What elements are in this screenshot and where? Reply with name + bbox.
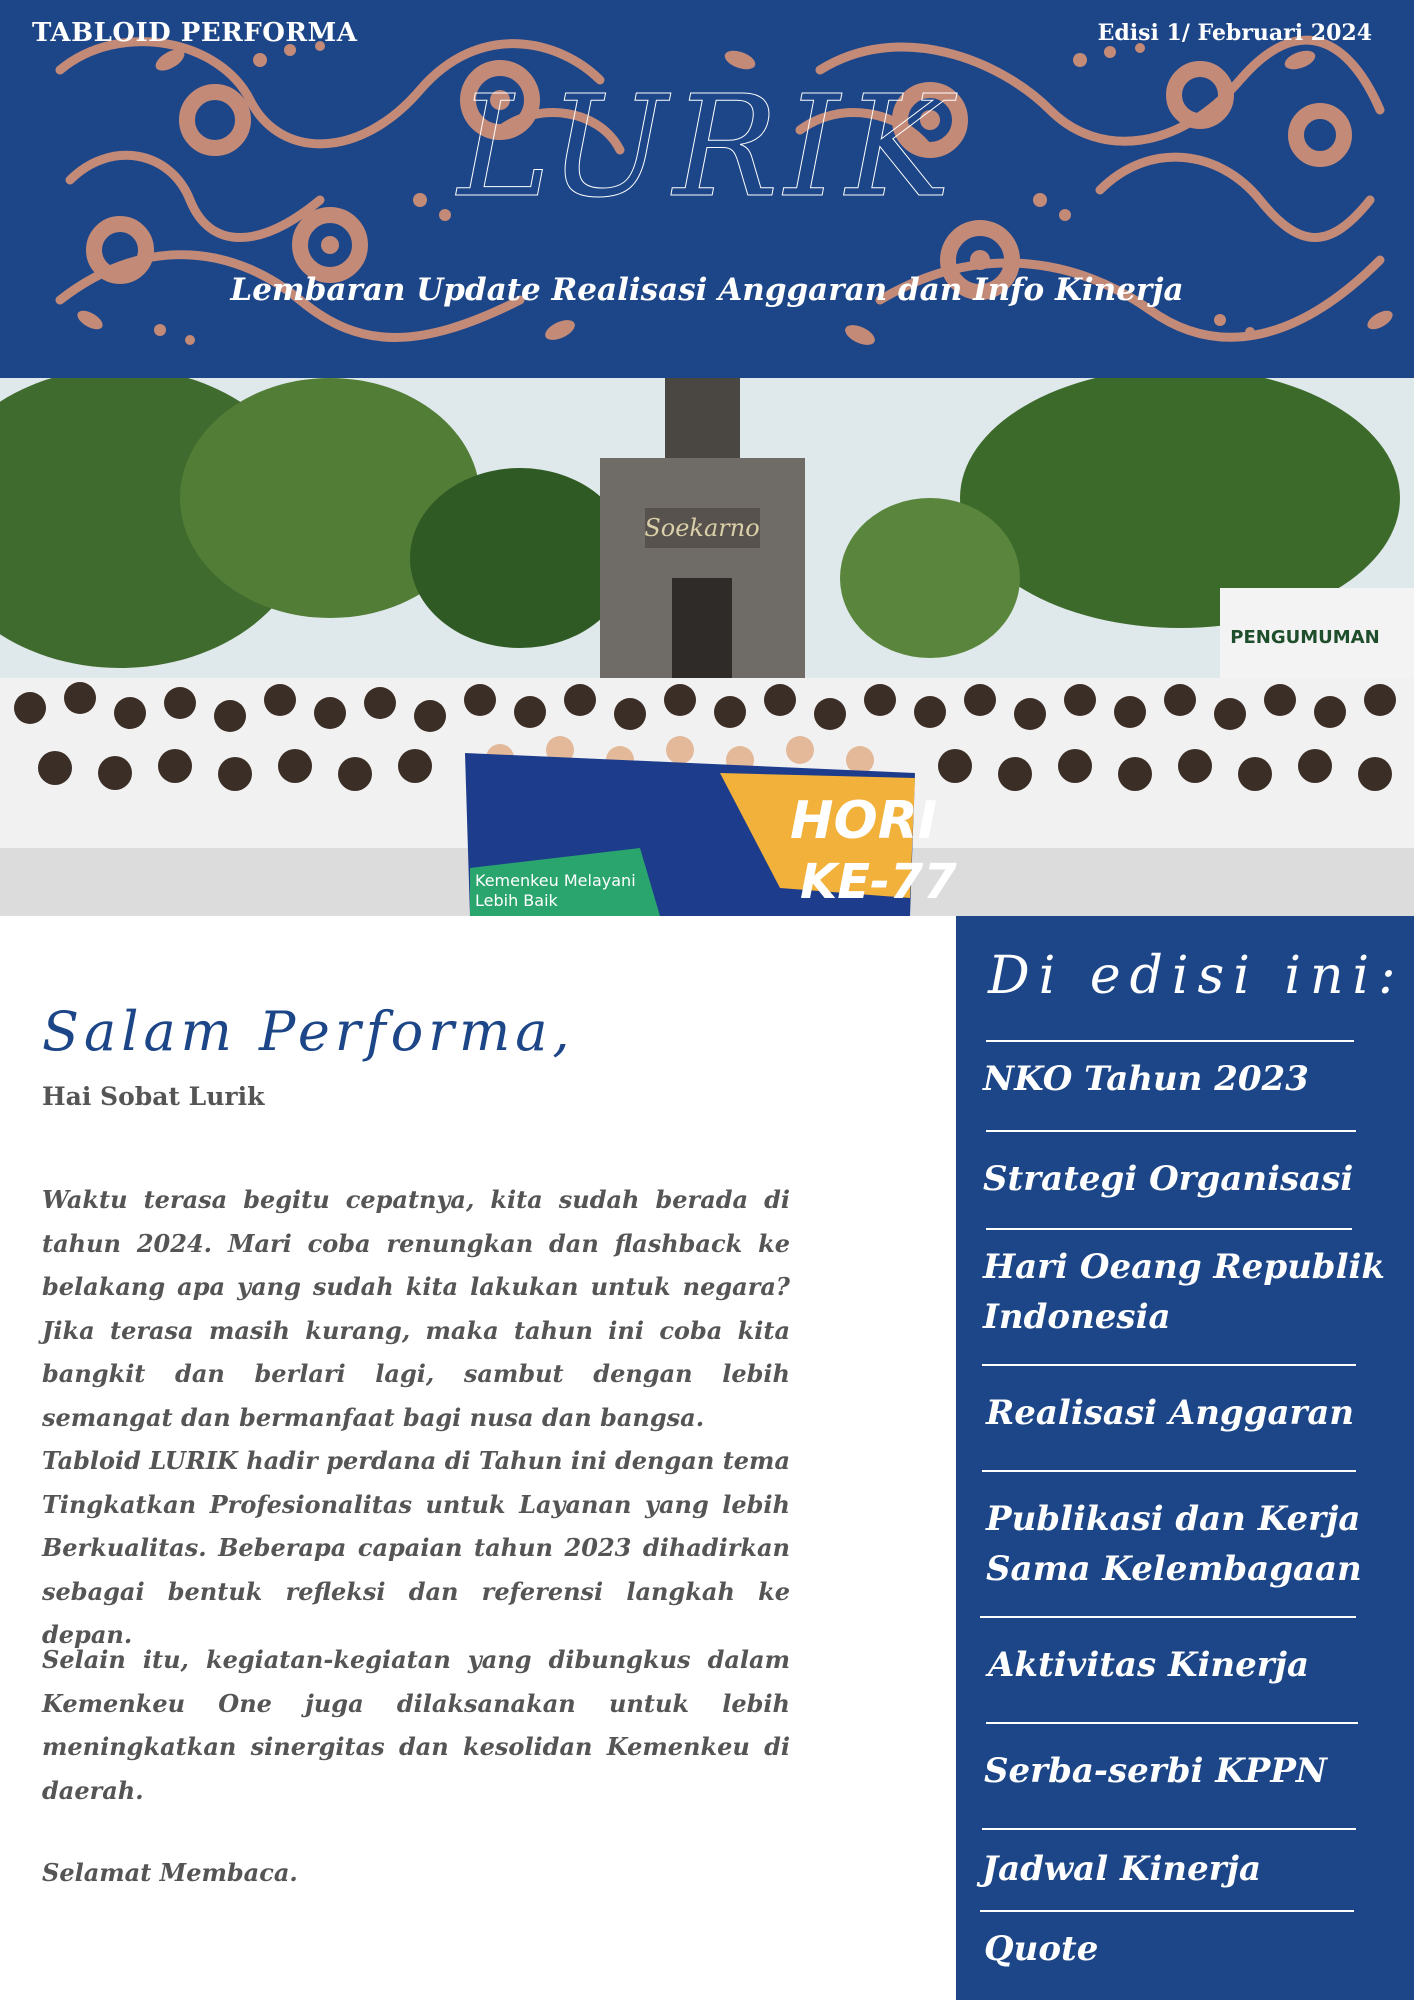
banner-tagline-2: Lebih Baik <box>475 891 558 910</box>
masthead-subtitle: Lembaran Update Realisasi Anggaran dan Info Kinerja <box>230 272 1184 308</box>
masthead-header <box>0 0 1414 378</box>
banner-ke77: KE-77 <box>800 854 957 910</box>
edition-label: Edisi 1/ Februari 2024 <box>1097 20 1372 46</box>
toc-divider <box>986 1040 1354 1042</box>
closing-line: Selamat Membaca. <box>42 1858 298 1887</box>
toc-divider <box>980 1910 1354 1912</box>
banner-tagline-1: Kemenkeu Melayani <box>475 871 636 890</box>
paragraph-2: Tabloid LURIK hadir perdana di Tahun ini dengan tema Tingkatkan Profesionalitas untuk Layanan yang lebih Berkualitas. Beberapa capaian tahun 2023 dihadirkan sebagai bentuk refleksi dan referensi langkah ke depan. <box>42 1446 790 1649</box>
toc-divider <box>980 1616 1356 1618</box>
toc-item-serba-serbi[interactable]: Serba-serbi KPPN <box>984 1751 1327 1791</box>
toc-item-nko[interactable]: NKO Tahun 2023 <box>983 1059 1309 1099</box>
publication-label: TABLOID PERFORMA <box>32 18 358 48</box>
toc-divider <box>982 1470 1356 1472</box>
monument-inscription: Soekarno <box>644 514 760 542</box>
banner-hori: HORI <box>790 791 938 851</box>
toc-title: Di edisi ini: <box>988 946 1405 1006</box>
toc-item-hori[interactable] <box>983 1242 1385 1342</box>
toc-divider <box>986 1130 1356 1132</box>
masthead-title: LURIK <box>457 66 957 229</box>
group-photo <box>0 378 1414 916</box>
sign-text: PENGUMUMAN <box>1230 627 1380 648</box>
toc-item-publikasi[interactable] <box>986 1494 1362 1594</box>
paragraph-1: Waktu terasa begitu cepatnya, kita sudah berada di tahun 2024. Mari coba renungkan dan flashback ke belakang apa yang sudah kita lakukan untuk negara? Jika terasa masih kurang, maka tahun ini coba kita bangkit dan berlari lagi, sambut dengan lebih semangat dan bermanfaat bagi nusa dan bangsa. <box>42 1185 790 1432</box>
toc-item-publikasi-line1: Publikasi dan Kerja <box>986 1499 1361 1539</box>
article-body <box>42 1178 790 1657</box>
toc-item-hori-line1: Hari Oeang Republik <box>983 1247 1385 1287</box>
group-photo-illustration <box>0 378 1414 916</box>
table-of-contents <box>956 916 1414 2000</box>
toc-item-quote[interactable]: Quote <box>984 1929 1099 1969</box>
toc-divider <box>982 1364 1356 1366</box>
toc-item-publikasi-line2: Sama Kelembagaan <box>986 1549 1362 1589</box>
toc-item-aktivitas[interactable]: Aktivitas Kinerja <box>988 1645 1310 1685</box>
paragraph-3: Selain itu, kegiatan-kegiatan yang dibungkus dalam Kemenkeu One juga dilaksanakan untuk lebih meningkatkan sinergitas dan kesolidan Kemenkeu di daerah. <box>42 1645 790 1805</box>
toc-item-strategi[interactable]: Strategi Organisasi <box>983 1159 1354 1199</box>
toc-item-jadwal[interactable]: Jadwal Kinerja <box>982 1849 1262 1889</box>
toc-item-hori-line2: Indonesia <box>983 1297 1171 1337</box>
salutation: Hai Sobat Lurik <box>42 1082 265 1111</box>
toc-divider <box>986 1228 1352 1230</box>
toc-item-realisasi[interactable]: Realisasi Anggaran <box>986 1393 1355 1433</box>
toc-divider <box>982 1828 1356 1830</box>
toc-divider <box>986 1722 1358 1724</box>
greeting-heading: Salam Performa, <box>42 1000 575 1063</box>
